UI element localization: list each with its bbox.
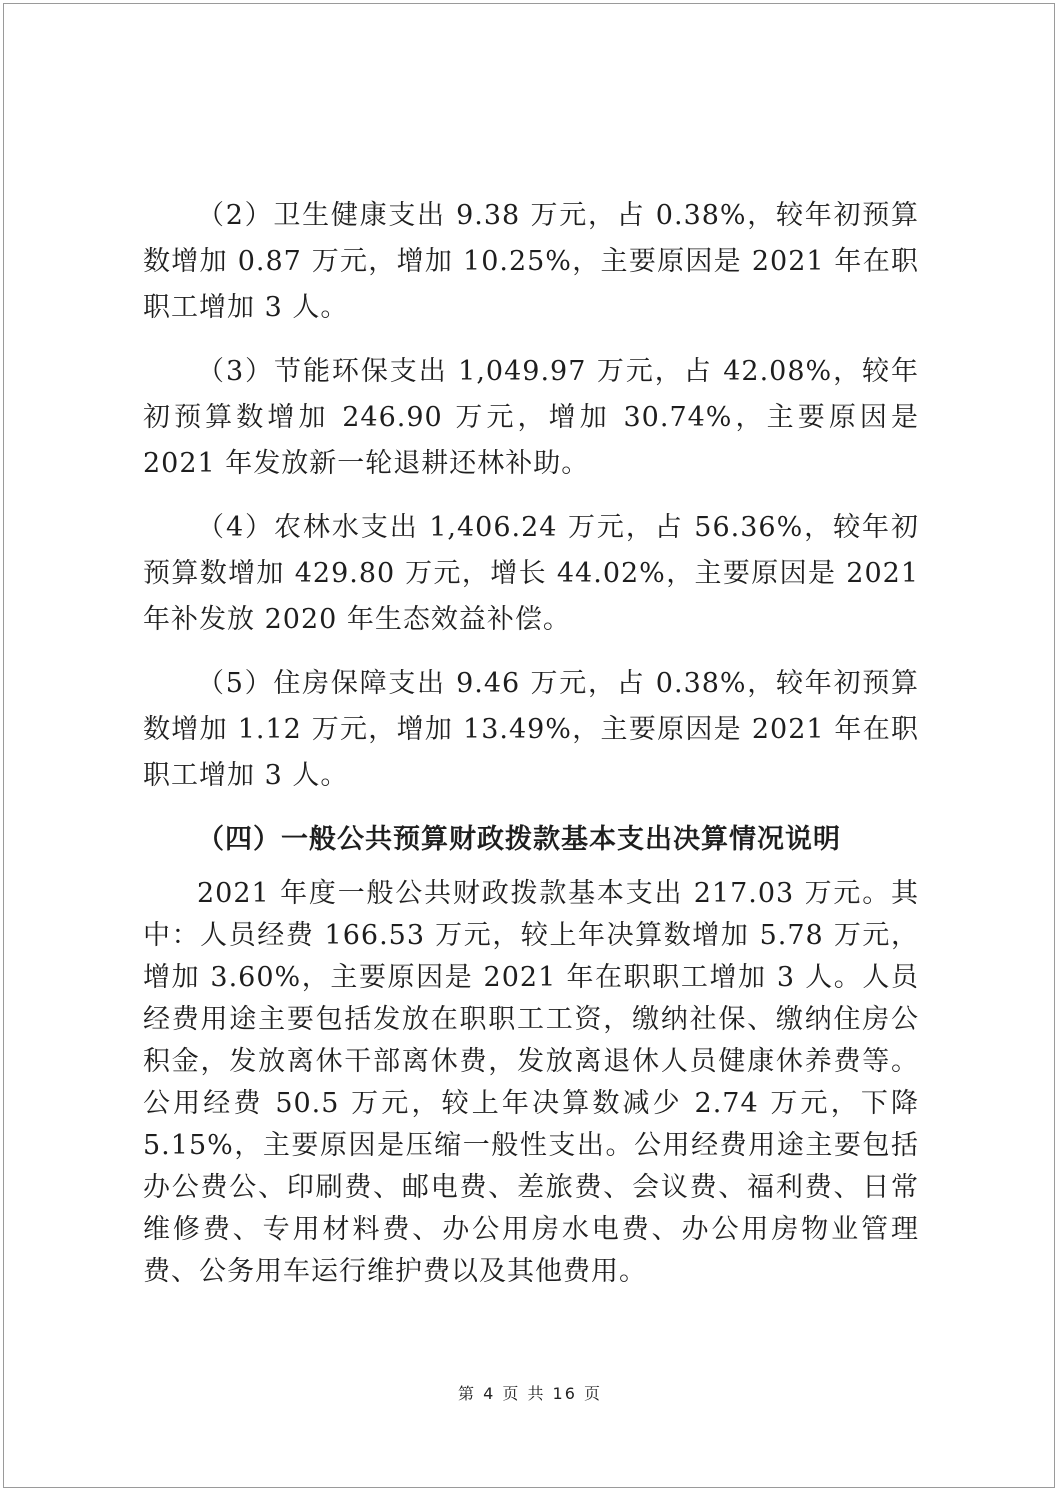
paragraph-agriculture-expense: （4）农林水支出 1,406.24 万元，占 56.36%，较年初预算数增加 429.80 万元，增长 44.02%，主要原因是 2021 年补发放 2020 年生态效益补偿。 — [143, 512, 919, 635]
page-number-footer: 第 4 页 共 16 页 — [458, 1384, 602, 1403]
paragraph-health-expense: （2）卫生健康支出 9.38 万元，占 0.38%，较年初预算数增加 0.87 万元，增加 10.25%，主要原因是 2021 年在职职工增加 3 人。 — [143, 200, 919, 323]
paragraph-housing-expense: （5）住房保障支出 9.46 万元，占 0.38%，较年初预算数增加 1.12 万元，增加 13.49%，主要原因是 2021 年在职职工增加 3 人。 — [143, 668, 919, 791]
paragraph-environment-expense: （3）节能环保支出 1,049.97 万元，占 42.08%，较年初预算数增加 246.90 万元，增加 30.74%，主要原因是 2021 年发放新一轮退耕还林补助。 — [143, 356, 919, 479]
section-body-paragraph: 2021 年度一般公共财政拨款基本支出 217.03 万元。其中：人员经费 166.53 万元，较上年决算数增加 5.78 万元，增加 3.60%，主要原因是 2021 年在职职工增加 3 人。人员经费用途主要包括发放在职职工工资，缴纳社保、缴纳住房公积金，发放离休干部离休费，发放离退休人员健康休养费等。公用经费 50.5 万元，较上年决算数减少 2.74 万元，下降 5.15%，主要原因是压缩一般性支出。公用经费用途主要包括办公费公、印刷费、邮电费、差旅费、会议费、福利费、日常维修费、专用材料费、办公用房水电费、办公用房物业管理费、公务用车运行维护费以及其他费用。 — [143, 878, 919, 1287]
section-heading: （四）一般公共预算财政拨款基本支出决算情况说明 — [197, 824, 841, 855]
document-body — [143, 193, 919, 1311]
